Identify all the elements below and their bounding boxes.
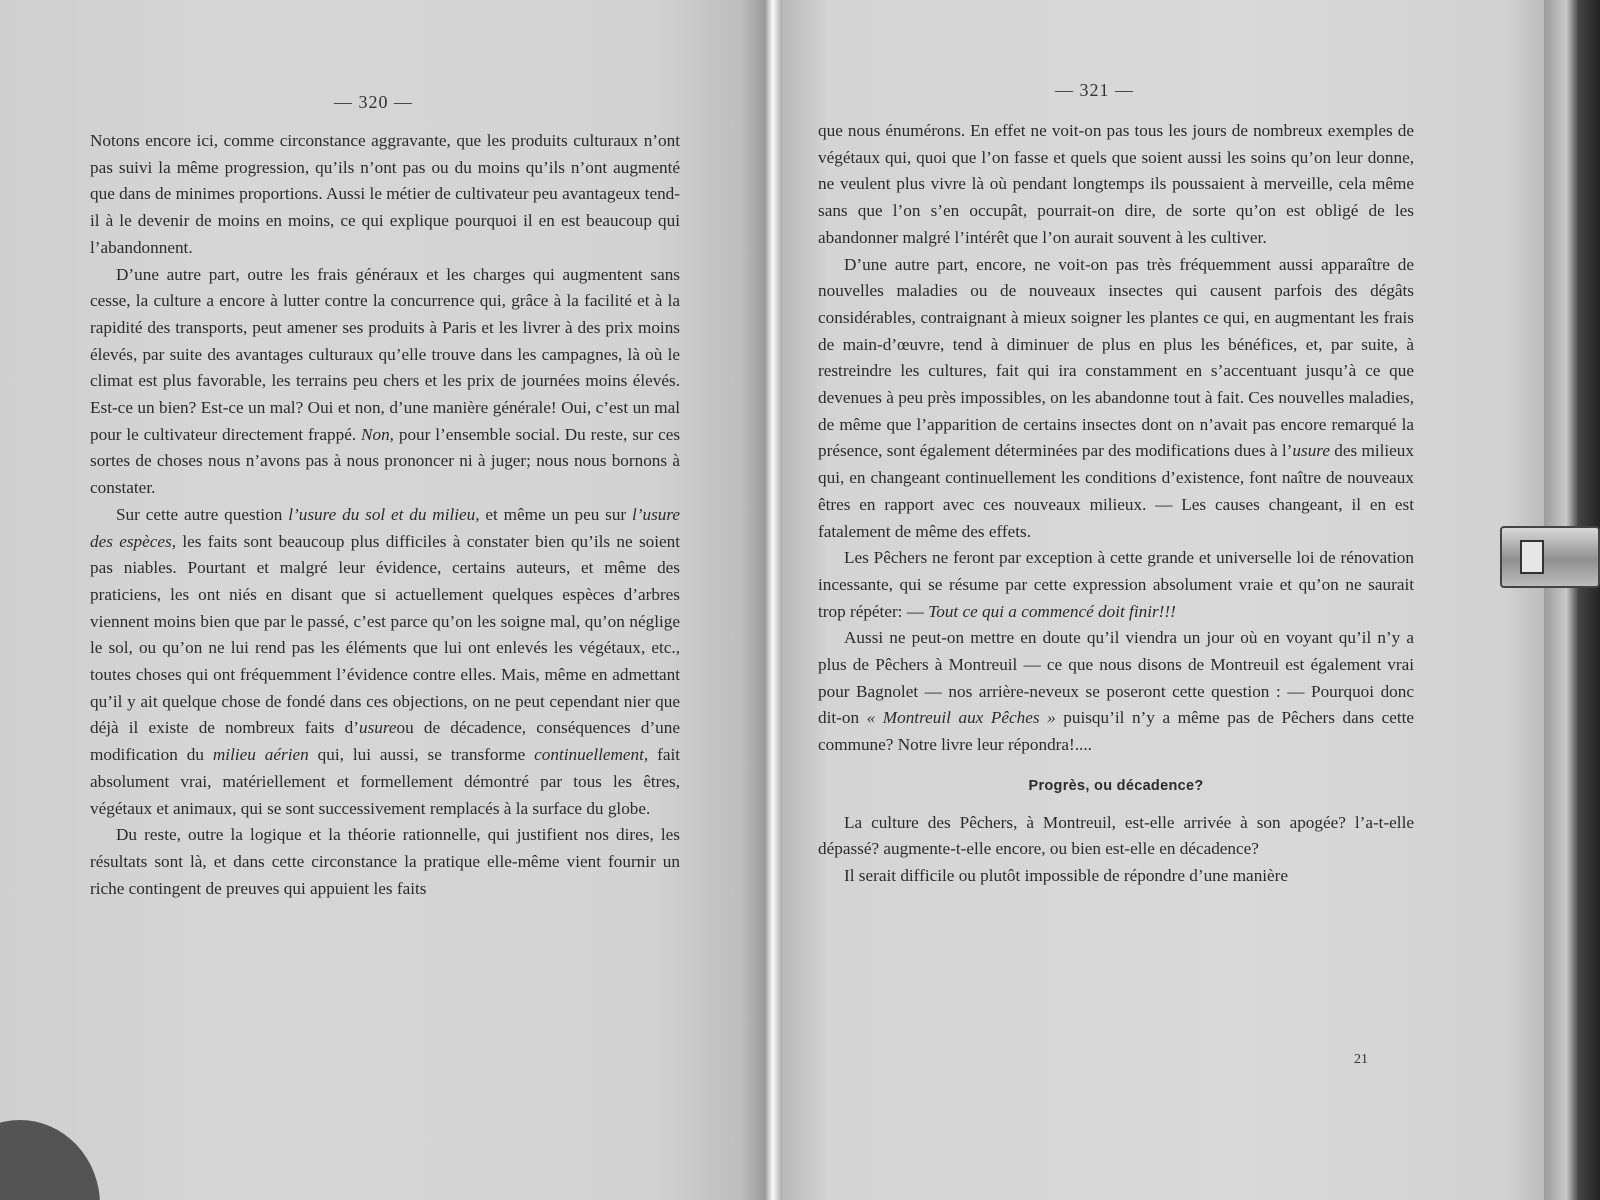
- right-paragraph-3: [818, 545, 1414, 625]
- left-paragraph-2: [90, 262, 680, 502]
- signature-mark: 21: [1354, 1052, 1368, 1067]
- text-run: pour l’ensemble social. Du reste, sur ces sortes de choses nous n’avons pas à nous prononcer ni à juger; nous nous bornons à constater.: [90, 424, 681, 498]
- text-run: et même un peu sur: [485, 504, 627, 524]
- text-run: des milieux qui, en changeant continuellement les conditions d’existence, font naître de nouveaux êtres en rapport avec ces nouveaux milieux. — Les causes changeant, il en est fatalement de même des effets.: [818, 441, 1414, 541]
- italic-run: Tout ce qui a commencé doit finir!!!: [928, 601, 1176, 621]
- left-page: [0, 0, 765, 1200]
- text-run: Aussi ne peut-on mettre en doute qu’il viendra un jour où en voyant qu’il n’y a plus de Pêchers à Montreuil — ce que nous disons de Montreuil est également vrai pour Bagnolet — nos arrière-neveux se poseront cette question : — Pourquoi donc dit-on: [818, 628, 1414, 728]
- left-paragraph-4: Du reste, outre la logique et la théorie rationnelle, qui justifient nos dires, les résultats sont là, et dans cette circonstance la pratique elle-même vient fournir un riche contingent de preuves qui appuient les faits: [90, 825, 680, 898]
- italic-run: usure: [358, 718, 397, 738]
- book-gutter: [765, 0, 782, 1200]
- italic-run: continuellement,: [534, 745, 649, 765]
- right-text-column: [818, 118, 1414, 890]
- italic-run: milieu aérien: [212, 745, 309, 765]
- text-run: Les Pêchers ne feront par exception à cette grande et universelle loi de rénovation incessante, qui se résume par cette expression absolument vraie et qu’on ne saurait trop répéter: —: [818, 548, 1414, 621]
- left-text-column: [90, 128, 680, 902]
- left-paragraph-3: [90, 502, 680, 822]
- right-paragraph-6: Il serait difficile ou plutôt impossible de répondre d’une manière: [844, 865, 1289, 885]
- text-run: ou de décadence, conséquences d’une modification du: [90, 718, 680, 765]
- text-run: D’une autre part, encore, ne voit-on pas très fréquemment aussi apparaître de nouvelles maladies ou de nouveaux insectes qui causent parfois des dégâts considérables, contraignant à mieux soigner les plantes ce qui, en augmentant les frais de main-d’œuvre, tend à diminuer de plus en plus les bénéfices, et, par suite, à restreindre les cultures, fait qui ira constamment en s’accentuant jusqu’à ce que devenues à peu près impossibles, on les abandonne tout à fait. Ces nouvelles maladies, de même que l’apparition de certains insectes dont on n’avait pas encore remarqué la présence, sont également déterminées par des modifications dues à l’: [818, 254, 1414, 461]
- page-clip-icon: [1500, 526, 1600, 588]
- text-run: D’une autre part, outre les frais généraux et les charges qui augmentent sans cesse, la culture a encore à lutter contre la concurrence qui, grâce à la facilité et à la rapidité des transports, peut amener ses produits à Paris et les livrer à des prix moins élevés, par suite des avantages culturaux qu’elle trouve dans les campagnes, là où le climat est plus favorable, les terrains peu chers et les prix de journées moins élevés. Est-ce un bien? Est-ce un mal? Oui et non, d’une manière générale! Oui, c’est un mal pour le cultivateur directement frappé.: [90, 264, 680, 444]
- text-run: puisqu’il n’y a même pas de Pêchers dans cette commune? Notre livre leur répondra!....: [818, 708, 1415, 755]
- italic-run: l’usure des espèces,: [90, 504, 681, 551]
- right-page: [782, 0, 1544, 1200]
- text-run: les faits sont beaucoup plus difficiles à constater bien qu’ils ne soient pas niables. Pourtant et malgré leur évidence, certains auteurs, et même des praticiens, les ont niés en disant que si actuellement quelques espèces d’arbres viennent moins bien que par le passé, c’est parce qu’on les soigne mal, qu’on néglige le sol, ou qu’on ne lui rend pas les éléments que lui ont enlevés les végétaux, etc., toutes choses qui ont fréquemment l’évidence contre elles. Mais, même en admettant qu’il y ait quelque chose de fondé dans ces objections, on ne peut cependant nier que déjà il existe de nombreux faits d’: [90, 531, 681, 738]
- left-paragraph-1: Notons encore ici, comme circonstance aggravante, que les produits culturaux n’ont pas suivi la même progression, qu’ils n’ont pas ou du moins qu’ils n’ont augmenté que dans de minimes proportions. Aussi le métier de cultivateur peu avantageux tend-il à le devenir de moins en moins, ce qui explique pourquoi il en est beaucoup qui l’abandonnent.: [90, 131, 680, 257]
- page-number-left: — 320 —: [334, 92, 413, 112]
- right-paragraph-1: que nous énumérons. En effet ne voit-on pas tous les jours de nombreux exemples de végétaux qui, quoi que l’on fasse et quels que soient aussi les soins qu’on leur donne, ne veulent plus vivre là où pendant longtemps ils poussaient à merveille, cela même sans que l’on s’en occupât, pourrait-on dire, de sorte qu’on est obligé de les abandonner malgré l’intérêt que l’on aurait souvent à les cultiver.: [818, 121, 1414, 247]
- book-cover-edge: [1544, 0, 1600, 1200]
- italic-run: l’usure du sol et du milieu,: [288, 504, 480, 524]
- italic-run: Non,: [361, 424, 394, 444]
- page-number-right: — 321 —: [1055, 80, 1134, 100]
- text-run: qui, lui aussi, se transforme: [317, 745, 526, 765]
- right-paragraph-5: La culture des Pêchers, à Montreuil, est-elle arrivée à son apogée? l’a-t-elle dépassé? augmente-t-elle encore, ou bien est-elle en décadence?: [818, 812, 1414, 859]
- right-paragraph-4: [818, 625, 1414, 759]
- right-paragraph-2: [818, 252, 1414, 546]
- text-run: fait absolument vrai, matériellement et formellement démontré par tous les êtres, végétaux et animaux, qui se sont successivement remplacés à la surface du globe.: [90, 745, 681, 818]
- italic-run: « Montreuil aux Pêches »: [866, 708, 1056, 728]
- text-run: Sur cette autre question: [116, 504, 283, 524]
- italic-run: usure: [1292, 441, 1330, 461]
- section-heading: Progrès, ou décadence?: [1028, 777, 1204, 794]
